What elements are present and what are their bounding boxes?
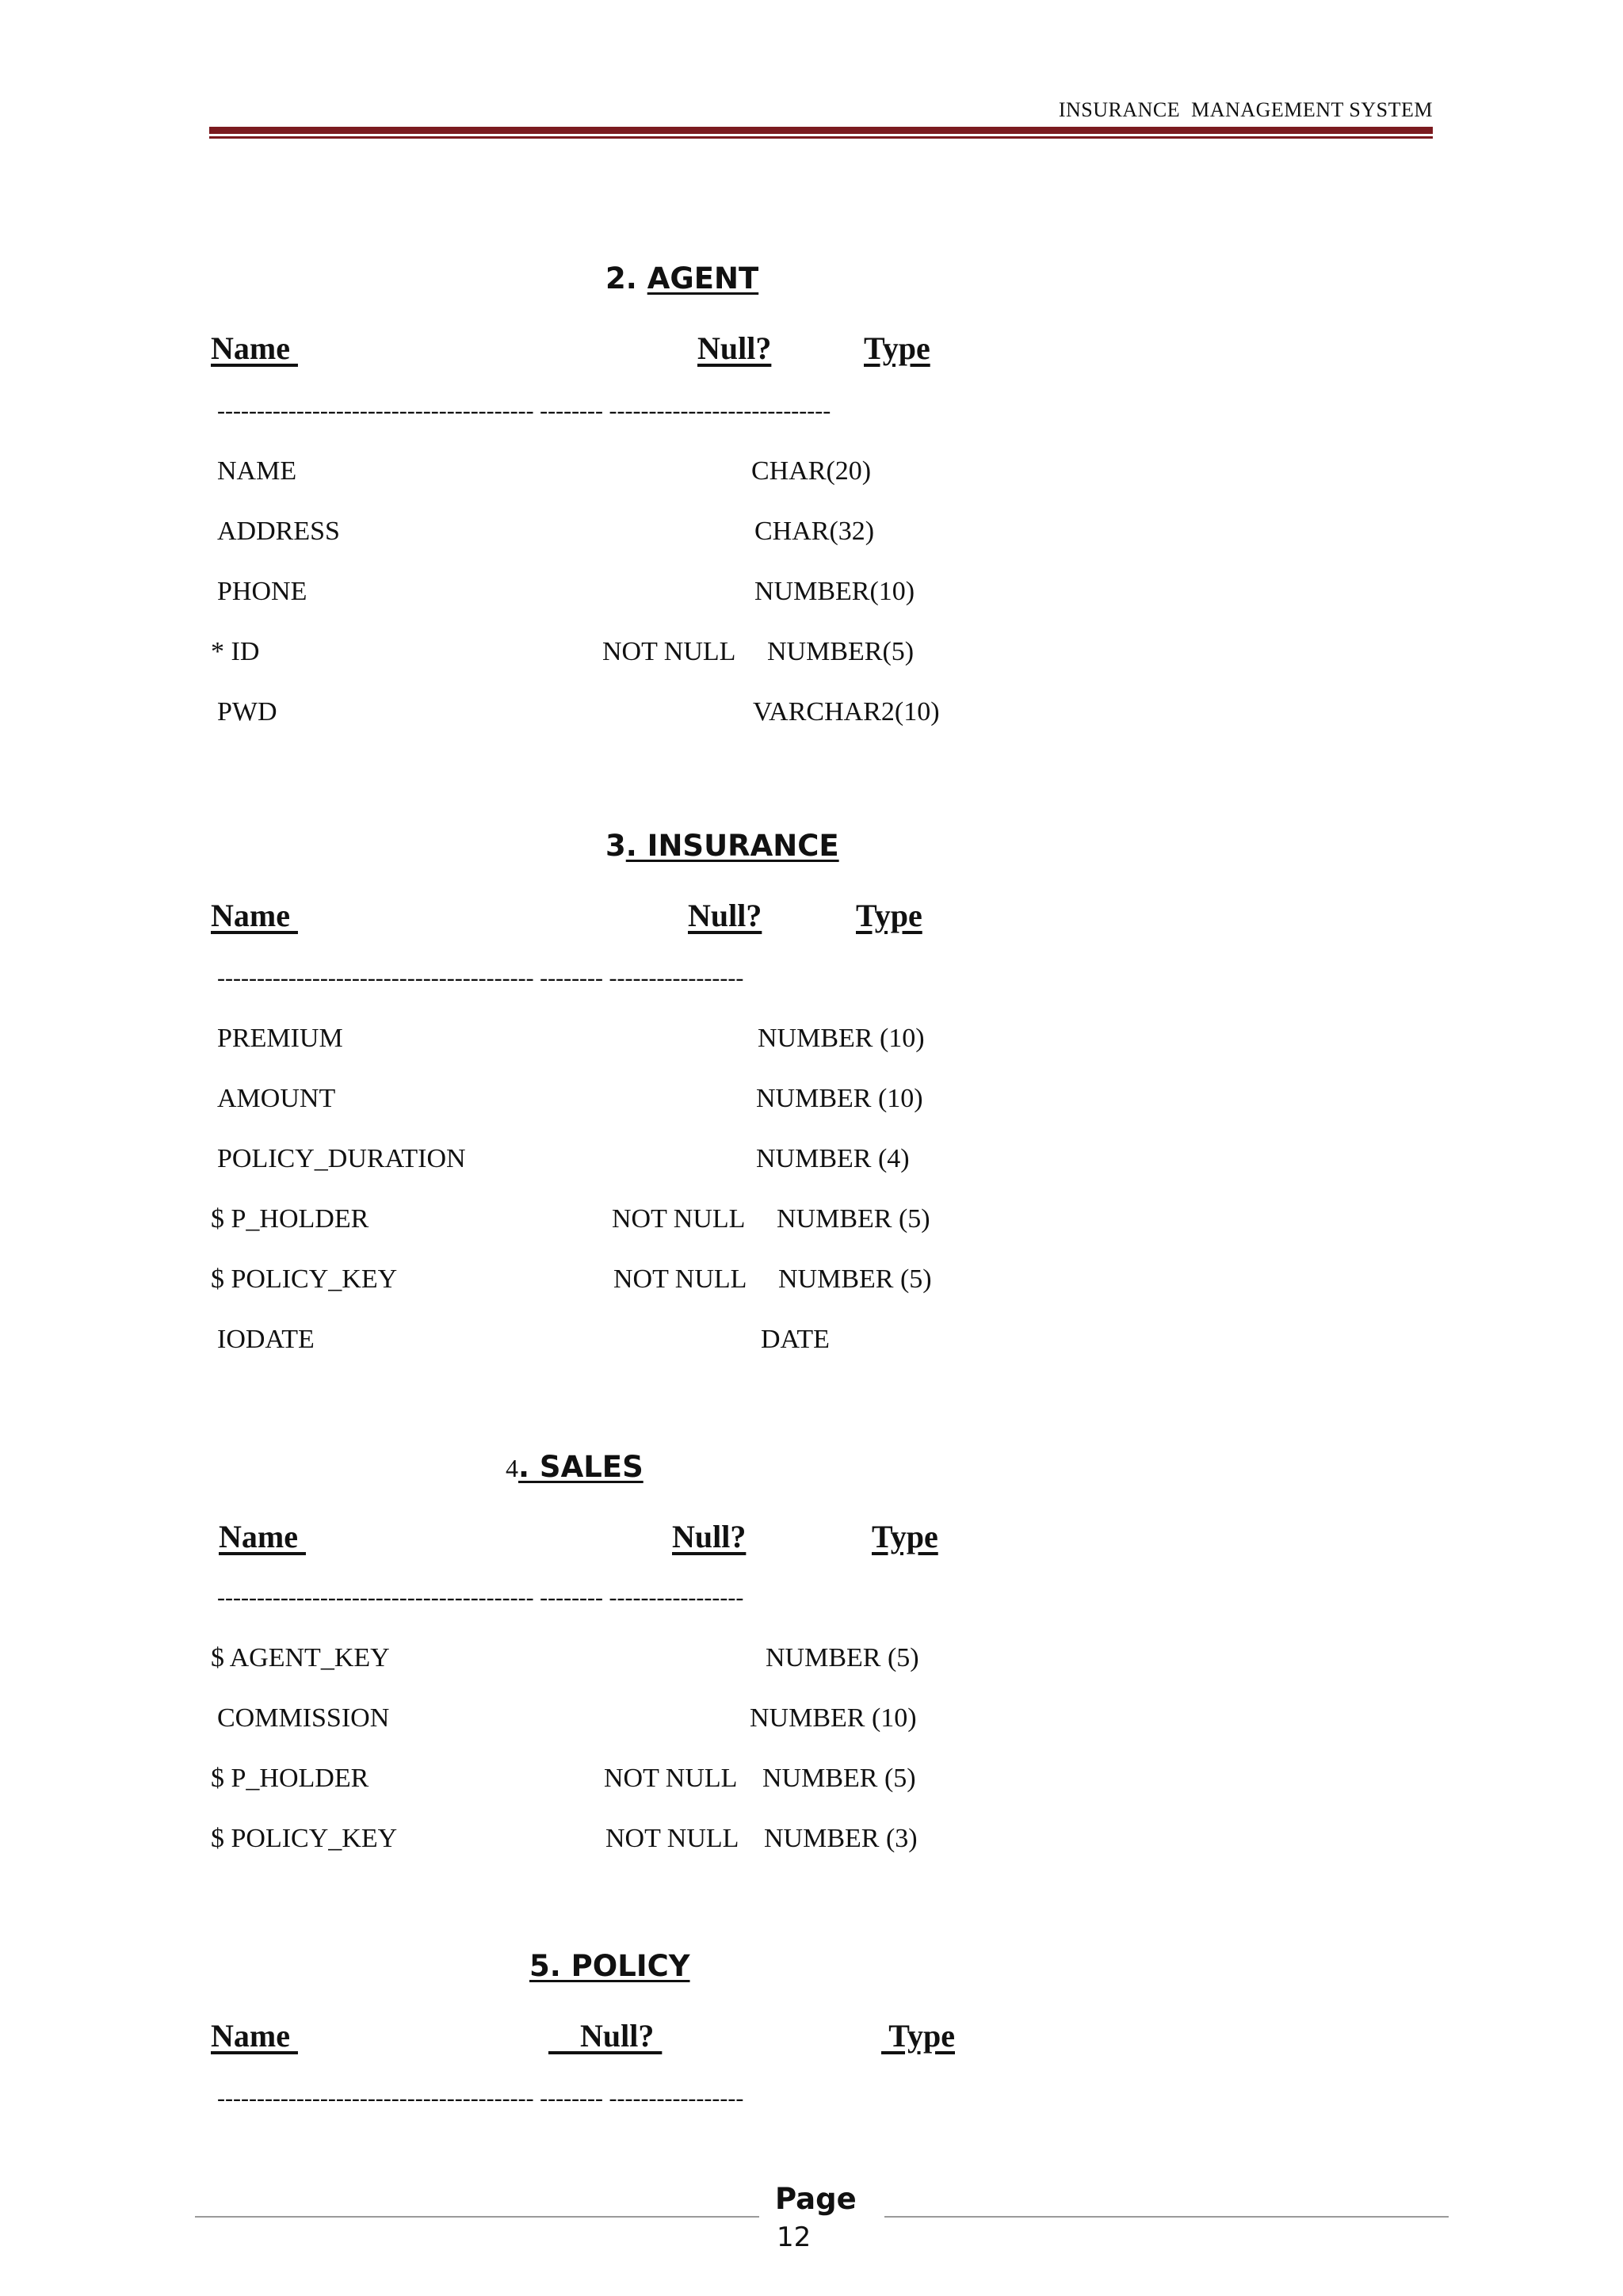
column-header-type: Type: [872, 1519, 938, 1554]
row-name: PWD: [217, 697, 277, 727]
row-name: $ P_HOLDER: [211, 1204, 369, 1234]
row-type: DATE: [761, 1325, 830, 1354]
page-label: Page: [775, 2182, 857, 2216]
row-type: CHAR(32): [754, 517, 875, 546]
row-null: NOT NULL: [604, 1764, 738, 1793]
section-number: 2.: [605, 261, 637, 296]
row-null: NOT NULL: [612, 1204, 746, 1234]
section-heading-sales: [506, 1450, 643, 1484]
row-type: NUMBER (5): [777, 1204, 930, 1234]
section-heading-policy: 5. POLICY: [529, 1949, 690, 1983]
row-type: NUMBER (10): [758, 1024, 925, 1053]
column-header-name: Name: [211, 330, 298, 366]
section-title: AGENT: [647, 261, 759, 296]
document-header-title: INSURANCE MANAGEMENT SYSTEM: [1058, 98, 1433, 121]
row-type: NUMBER (5): [778, 1264, 932, 1294]
page-number: 12: [777, 2222, 812, 2253]
row-name: $ AGENT_KEY: [211, 1643, 390, 1672]
row-name: COMMISSION: [217, 1703, 390, 1733]
row-name: POLICY_DURATION: [217, 1144, 466, 1173]
column-header-type: Type: [864, 330, 930, 366]
row-name: AMOUNT: [217, 1084, 336, 1113]
separator-dashes: ---------------------------------------- -------- -----------------: [217, 965, 744, 991]
row-type: NUMBER(5): [767, 637, 915, 666]
row-type: NUMBER (10): [750, 1703, 917, 1733]
row-null: NOT NULL: [605, 1824, 739, 1853]
header-rule-thin: [209, 136, 1433, 139]
section-title: . INSURANCE: [625, 829, 839, 863]
row-null: NOT NULL: [613, 1264, 747, 1294]
column-header-null: Null?: [697, 330, 772, 366]
section-heading-insurance: [605, 829, 839, 863]
column-header-name: Name: [211, 2018, 298, 2054]
footer-rule-right: [884, 2216, 1449, 2218]
separator-dashes: ---------------------------------------- -------- -----------------: [217, 1585, 744, 1611]
footer-rule-left: [195, 2216, 759, 2218]
row-name: PREMIUM: [217, 1024, 343, 1053]
row-name: NAME: [217, 456, 297, 486]
separator-dashes: ---------------------------------------- -------- ----------------------------: [217, 398, 831, 424]
section-number: 4: [506, 1454, 518, 1482]
column-header-null: Null?: [672, 1519, 747, 1554]
column-header-type: Type: [856, 898, 922, 933]
row-type: NUMBER(10): [754, 577, 915, 606]
row-null: NOT NULL: [602, 637, 736, 666]
row-type: VARCHAR2(10): [753, 697, 940, 727]
section-heading-agent: [605, 261, 758, 296]
row-type: CHAR(20): [751, 456, 872, 486]
column-header-null: Null?: [548, 2018, 663, 2054]
row-type: NUMBER (4): [756, 1144, 910, 1173]
row-name: IODATE: [217, 1325, 315, 1354]
row-type: NUMBER (5): [766, 1643, 919, 1672]
section-title: . SALES: [518, 1450, 643, 1484]
column-header-name: Name: [219, 1519, 306, 1554]
row-name: ADDRESS: [217, 517, 340, 546]
column-header-name: Name: [211, 898, 298, 933]
section-number: 3: [605, 829, 626, 863]
row-type: NUMBER (10): [756, 1084, 923, 1113]
separator-dashes: ---------------------------------------- -------- -----------------: [217, 2085, 744, 2111]
column-header-type: Type: [881, 2018, 955, 2054]
row-name: PHONE: [217, 577, 307, 606]
row-name: $ P_HOLDER: [211, 1764, 369, 1793]
row-name: $ POLICY_KEY: [211, 1264, 398, 1294]
column-header-null: Null?: [688, 898, 762, 933]
row-name: * ID: [211, 637, 260, 666]
row-name: $ POLICY_KEY: [211, 1824, 398, 1853]
row-type: NUMBER (3): [764, 1824, 918, 1853]
row-type: NUMBER (5): [762, 1764, 916, 1793]
header-rule-thick: [209, 127, 1433, 134]
